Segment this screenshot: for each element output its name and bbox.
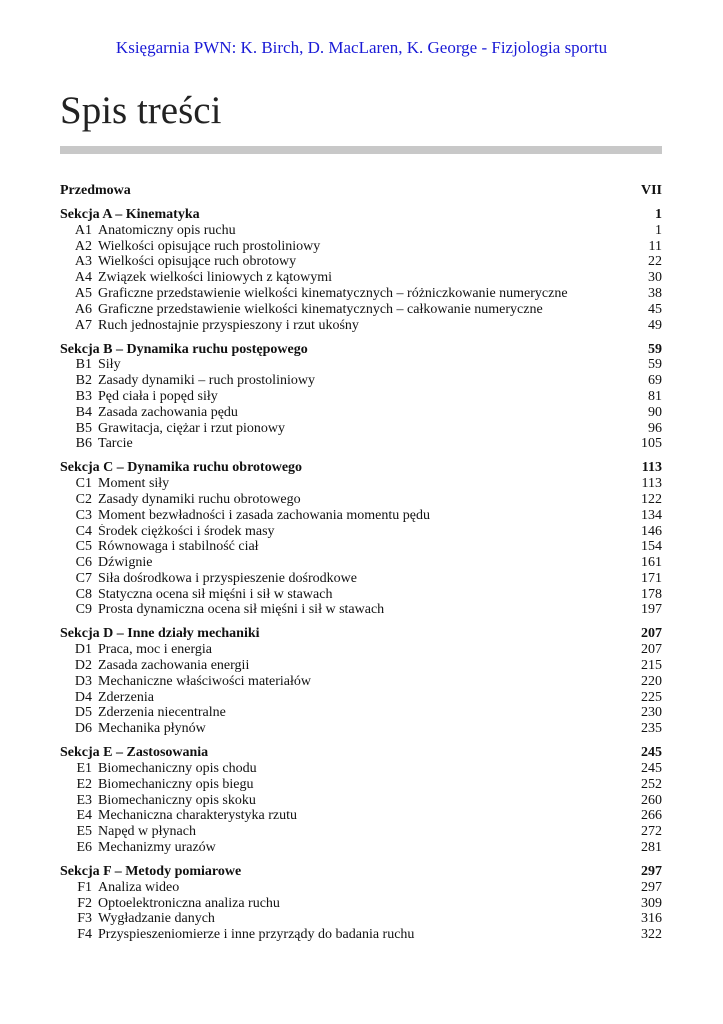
toc-entry-code: D5: [74, 705, 92, 721]
toc-entry-page: 215: [641, 658, 662, 674]
toc-entry-row[interactable]: [60, 824, 662, 840]
toc-entry-label: Prosta dynamiczna ocena sił mięśni i sił w stawach: [98, 602, 385, 618]
toc-entry-label: Analiza wideo: [98, 879, 180, 895]
toc-entry-row[interactable]: [60, 840, 662, 856]
toc-entry-label: Zasada zachowania pędu: [98, 404, 238, 420]
toc-entry-label: Siły: [98, 357, 121, 373]
toc-entry-row[interactable]: [60, 911, 662, 927]
toc-entry-label: Dźwignie: [98, 555, 153, 571]
toc-entry-label: Zasady dynamiki ruchu obrotowego: [98, 491, 301, 507]
toc-section-heading[interactable]: [60, 745, 662, 761]
toc-entry-code: F2: [77, 895, 92, 911]
toc-entry-row[interactable]: [60, 602, 662, 618]
toc-section-heading[interactable]: [60, 342, 662, 358]
toc-preface-page: VII: [640, 183, 662, 198]
toc-section-page: 1: [655, 206, 662, 222]
toc-entry-page: 245: [641, 761, 662, 777]
toc-entry-code: D4: [74, 689, 92, 705]
toc-entry-label: Zderzenia: [98, 689, 154, 705]
toc-entry-page: 309: [641, 895, 662, 911]
toc-entry-row[interactable]: [60, 555, 662, 571]
toc-entry-row[interactable]: [60, 808, 662, 824]
toc-entry-page: 38: [648, 285, 662, 301]
toc-entry-code: D6: [74, 721, 92, 737]
toc-entry-row[interactable]: [60, 223, 662, 239]
toc-entry-label: Związek wielkości liniowych z kątowymi: [98, 270, 333, 286]
toc-entry-page: 105: [641, 436, 662, 452]
toc-entry-row[interactable]: [60, 674, 662, 690]
toc-entry-code: C9: [75, 602, 92, 618]
toc-entry-code: B6: [75, 436, 92, 452]
toc-entry-label: Moment bezwładności i zasada zachowania momentu pędu: [98, 507, 430, 523]
toc-section-title: Sekcja F – Metody pomiarowe: [60, 864, 242, 879]
toc-entry-page: 81: [648, 388, 662, 404]
toc-entry-label: Tarcie: [98, 436, 133, 452]
toc-entry-code: B4: [75, 404, 92, 420]
toc-entry-page: 230: [641, 705, 662, 721]
toc-entry-code: C2: [75, 491, 92, 507]
toc-entry-code: C6: [75, 555, 92, 571]
toc-entry-label: Mechaniczne właściwości materiałów: [98, 673, 312, 689]
toc-section-page: 297: [641, 864, 662, 879]
toc-preface-row[interactable]: [60, 183, 662, 199]
toc-entry-row[interactable]: [60, 896, 662, 912]
toc-section-title: Sekcja E – Zastosowania: [60, 745, 209, 761]
toc-entry-page: 134: [641, 507, 662, 523]
toc-entry-label: Moment siły: [98, 476, 170, 492]
toc-section-title: Sekcja C – Dynamika ruchu obrotowego: [60, 460, 303, 476]
toc-entry-label: Biomechaniczny opis biegu: [98, 776, 254, 792]
toc-entry-row[interactable]: [60, 705, 662, 721]
toc-entry-page: 90: [648, 404, 662, 420]
toc-entry-label: Napęd w płynach: [98, 824, 196, 840]
toc-entry-row[interactable]: [60, 286, 662, 302]
toc-entry-code: A6: [74, 301, 92, 317]
toc-entry-row[interactable]: [60, 539, 662, 555]
toc-entry-page: 197: [641, 602, 662, 618]
toc-entry-label: Graficzne przedstawienie wielkości kinematycznych – różniczkowanie numeryczne: [98, 285, 568, 301]
toc-entry-code: E4: [76, 808, 92, 824]
toc-entry-row[interactable]: [60, 421, 662, 437]
toc-entry-row[interactable]: [60, 302, 662, 318]
toc-entry-page: 1: [655, 222, 662, 238]
toc-entry-code: A5: [74, 285, 92, 301]
toc-entry-label: Graficzne przedstawienie wielkości kinematycznych – całkowanie numeryczne: [98, 301, 543, 317]
toc-entry-page: 220: [641, 673, 662, 689]
toc-entry-label: Zderzenia niecentralne: [98, 705, 226, 721]
toc-section-page: 207: [641, 626, 662, 642]
toc-entry-row[interactable]: [60, 492, 662, 508]
toc-entry-code: A1: [74, 222, 92, 238]
toc-section-heading[interactable]: [60, 864, 662, 880]
toc-entry-page: 281: [641, 840, 662, 856]
toc-section-title: Sekcja A – Kinematyka: [60, 206, 200, 222]
toc-entry-label: Przyspieszeniomierze i inne przyrządy do badania ruchu: [98, 927, 415, 943]
table-of-contents: [60, 183, 662, 943]
toc-entry-page: 30: [648, 270, 662, 286]
toc-entry-label: Mechaniczna charakterystyka rzutu: [98, 808, 298, 824]
toc-entry-row[interactable]: [60, 357, 662, 373]
toc-entry-code: A4: [74, 270, 92, 286]
toc-entry-label: Wielkości opisujące ruch obrotowy: [98, 254, 297, 270]
toc-entry-code: B3: [75, 388, 92, 404]
toc-entry-code: B1: [75, 357, 92, 373]
toc-entry-code: C1: [75, 476, 92, 492]
toc-section-page: 113: [641, 460, 662, 476]
toc-entry-row[interactable]: [60, 476, 662, 492]
toc-entry-page: 122: [641, 491, 662, 507]
toc-entry-page: 266: [641, 808, 662, 824]
toc-section-page: 245: [641, 745, 662, 761]
toc-entry-label: Mechanizmy urazów: [98, 840, 216, 856]
toc-entry-row[interactable]: [60, 927, 662, 943]
page-title: Spis treści: [60, 89, 222, 132]
toc-entry-page: 207: [641, 642, 662, 658]
toc-entry-page: 113: [641, 476, 662, 492]
toc-entry-page: 154: [641, 539, 662, 555]
toc-entry-code: C5: [75, 539, 92, 555]
toc-entry-row[interactable]: [60, 587, 662, 603]
toc-entry-page: 235: [641, 721, 662, 737]
toc-entry-page: 59: [648, 357, 662, 373]
toc-entry-label: Anatomiczny opis ruchu: [98, 222, 236, 238]
toc-entry-page: 161: [641, 555, 662, 571]
toc-entry-label: Zasady dynamiki – ruch prostoliniowy: [98, 373, 315, 389]
toc-entry-page: 225: [641, 689, 662, 705]
toc-entry-page: 45: [648, 301, 662, 317]
toc-entry-code: E2: [76, 776, 92, 792]
toc-entry-code: A2: [74, 238, 92, 254]
toc-entry-label: Siła dośrodkowa i przyspieszenie dośrodkowe: [98, 570, 357, 586]
toc-entry-row[interactable]: [60, 777, 662, 793]
toc-entry-code: F3: [77, 911, 92, 927]
toc-entry-row[interactable]: [60, 690, 662, 706]
toc-entry-code: E3: [76, 792, 92, 808]
toc-entry-code: A3: [74, 254, 92, 270]
toc-entry-row[interactable]: [60, 436, 662, 452]
toc-entry-label: Grawitacja, ciężar i rzut pionowy: [98, 420, 285, 436]
toc-entry-label: Statyczna ocena sił mięśni i sił w stawach: [98, 586, 333, 602]
header-book-link[interactable]: Księgarnia PWN: K. Birch, D. MacLaren, K. George - Fizjologia sportu: [115, 38, 608, 57]
toc-section-title: Sekcja D – Inne działy mechaniki: [60, 626, 260, 642]
toc-entry-page: 11: [648, 238, 662, 254]
toc-entry-row[interactable]: [60, 571, 662, 587]
toc-entry-page: 22: [648, 254, 662, 270]
toc-entry-row[interactable]: [60, 793, 662, 809]
toc-entry-row[interactable]: [60, 405, 662, 421]
toc-entry-label: Wygładzanie danych: [98, 911, 215, 927]
toc-entry-code: C8: [75, 586, 92, 602]
toc-entry-label: Praca, moc i energia: [98, 642, 213, 658]
toc-entry-code: C7: [75, 570, 92, 586]
toc-entry-code: E6: [76, 840, 92, 856]
toc-entry-code: A7: [74, 317, 92, 333]
toc-entry-row[interactable]: [60, 254, 662, 270]
toc-entry-label: Biomechaniczny opis skoku: [98, 792, 256, 808]
toc-entry-row[interactable]: [60, 508, 662, 524]
toc-entry-page: 69: [648, 373, 662, 389]
toc-entry-row[interactable]: [60, 270, 662, 286]
toc-entry-code: D2: [74, 658, 92, 674]
toc-entry-label: Wielkości opisujące ruch prostoliniowy: [98, 238, 321, 254]
toc-entry-row[interactable]: [60, 524, 662, 540]
toc-preface-label: Przedmowa: [60, 183, 131, 198]
toc-entry-page: 260: [641, 792, 662, 808]
toc-entry-code: B5: [75, 420, 92, 436]
toc-entry-row[interactable]: [60, 389, 662, 405]
toc-section-heading[interactable]: [60, 460, 662, 476]
toc-entry-page: 322: [641, 927, 662, 943]
toc-entry-page: 272: [641, 824, 662, 840]
toc-entry-row[interactable]: [60, 721, 662, 737]
toc-entry-code: C4: [75, 523, 92, 539]
toc-entry-code: E5: [76, 824, 92, 840]
toc-entry-label: Ruch jednostajnie przyspieszony i rzut ukośny: [98, 317, 359, 333]
toc-entry-page: 171: [641, 570, 662, 586]
toc-section-page: 59: [648, 341, 662, 357]
toc-entry-code: F4: [77, 927, 92, 943]
toc-entry-page: 252: [641, 776, 662, 792]
toc-entry-label: Mechanika płynów: [98, 721, 206, 737]
toc-entry-page: 49: [648, 317, 662, 333]
toc-entry-row[interactable]: [60, 642, 662, 658]
toc-entry-page: 297: [641, 879, 662, 895]
toc-entry-page: 316: [641, 911, 662, 927]
toc-section-heading[interactable]: [60, 626, 662, 642]
toc-entry-label: Pęd ciała i popęd siły: [98, 388, 218, 404]
toc-entry-row[interactable]: [60, 373, 662, 389]
toc-entry-label: Zasada zachowania energii: [98, 658, 250, 674]
title-divider: [60, 146, 662, 154]
toc-entry-code: C3: [75, 507, 92, 523]
toc-entry-code: F1: [77, 879, 92, 895]
toc-section-title: Sekcja B – Dynamika ruchu postępowego: [60, 341, 308, 357]
toc-entry-label: Środek ciężkości i środek masy: [98, 523, 275, 539]
toc-entry-row[interactable]: [60, 658, 662, 674]
toc-entry-code: E1: [76, 761, 92, 777]
toc-entry-row[interactable]: [60, 318, 662, 334]
toc-entry-label: Biomechaniczny opis chodu: [98, 761, 257, 777]
toc-entry-code: B2: [75, 373, 92, 389]
toc-entry-page: 146: [641, 523, 662, 539]
toc-entry-label: Równowaga i stabilność ciał: [98, 539, 259, 555]
toc-section-heading[interactable]: [60, 207, 662, 223]
toc-entry-page: 178: [641, 586, 662, 602]
toc-entry-row[interactable]: [60, 880, 662, 896]
toc-entry-code: D3: [74, 673, 92, 689]
toc-entry-code: D1: [74, 642, 92, 658]
toc-entry-row[interactable]: [60, 239, 662, 255]
toc-entry-row[interactable]: [60, 761, 662, 777]
toc-entry-label: Optoelektroniczna analiza ruchu: [98, 895, 280, 911]
toc-entry-page: 96: [648, 420, 662, 436]
